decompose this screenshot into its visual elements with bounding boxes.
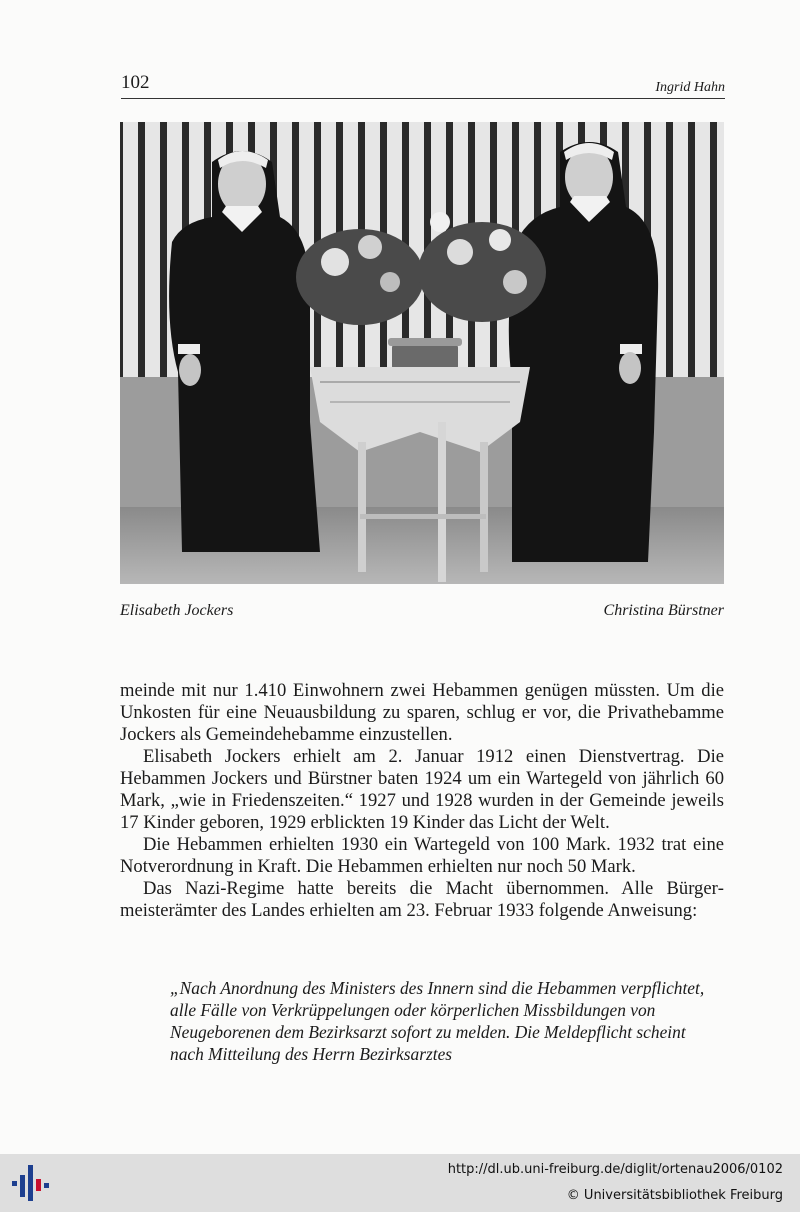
body-text bbox=[120, 680, 724, 922]
paragraph: Das Nazi-Regime hatte bereits die Macht übernommen. Alle Bürgermeisterämter des Landes erhielten am 23. Februar 1933 folgende Anweisung: bbox=[120, 878, 724, 921]
block-quote: „Nach Anordnung des Ministers des Innern sind die Hebammen verpflichtet, alle Fälle von Verkrüppelungen oder körperlichen Missbildungen von Neugeborenen dem Bezirksarzt sofort zu melden. Die Meldepflicht scheint nach Mitteilung des Herrn Bezirksarztes bbox=[170, 978, 705, 1064]
caption-right: Christina Bürstner bbox=[603, 602, 724, 619]
photograph bbox=[120, 122, 724, 584]
paragraph: Die Hebammen erhielten 1930 ein Wartegeld von 100 Mark. 1932 trat eine Notverordnung in Kraft. Die Hebammen erhielten nur noch 50 Mark. bbox=[120, 834, 724, 877]
ub-freiburg-logo-icon bbox=[10, 1163, 50, 1203]
paragraph: meinde mit nur 1.410 Einwohnern zwei Hebammen genügen müssten. Um die Unkosten für eine Neuausbildung zu sparen, schlug er vor, die Privathebamme Jockers als Gemeindehebamme einzustellen. bbox=[120, 680, 724, 745]
running-header: Ingrid Hahn bbox=[655, 80, 725, 95]
paragraph: Elisabeth Jockers erhielt am 2. Januar 1912 einen Dienstvertrag. Die Hebammen Jockers und Bürstner baten 1924 um ein Wartegeld von jährlich 60 Mark, „wie in Friedenszeiten.“ 1927 und 1928 wurden in der Gemeinde jeweils 17 Kinder geboren, 1929 erblickten 19 Kinder das Licht der Welt. bbox=[120, 746, 724, 833]
footer-bar bbox=[0, 1154, 800, 1212]
page-number: 102 bbox=[121, 72, 150, 93]
caption-left: Elisabeth Jockers bbox=[120, 602, 234, 619]
footer-copyright: © Universitätsbibliothek Freiburg bbox=[566, 1188, 783, 1203]
header-rule bbox=[121, 98, 725, 99]
footer-url[interactable]: http://dl.ub.uni-freiburg.de/diglit/ortenau2006/0102 bbox=[447, 1162, 783, 1177]
